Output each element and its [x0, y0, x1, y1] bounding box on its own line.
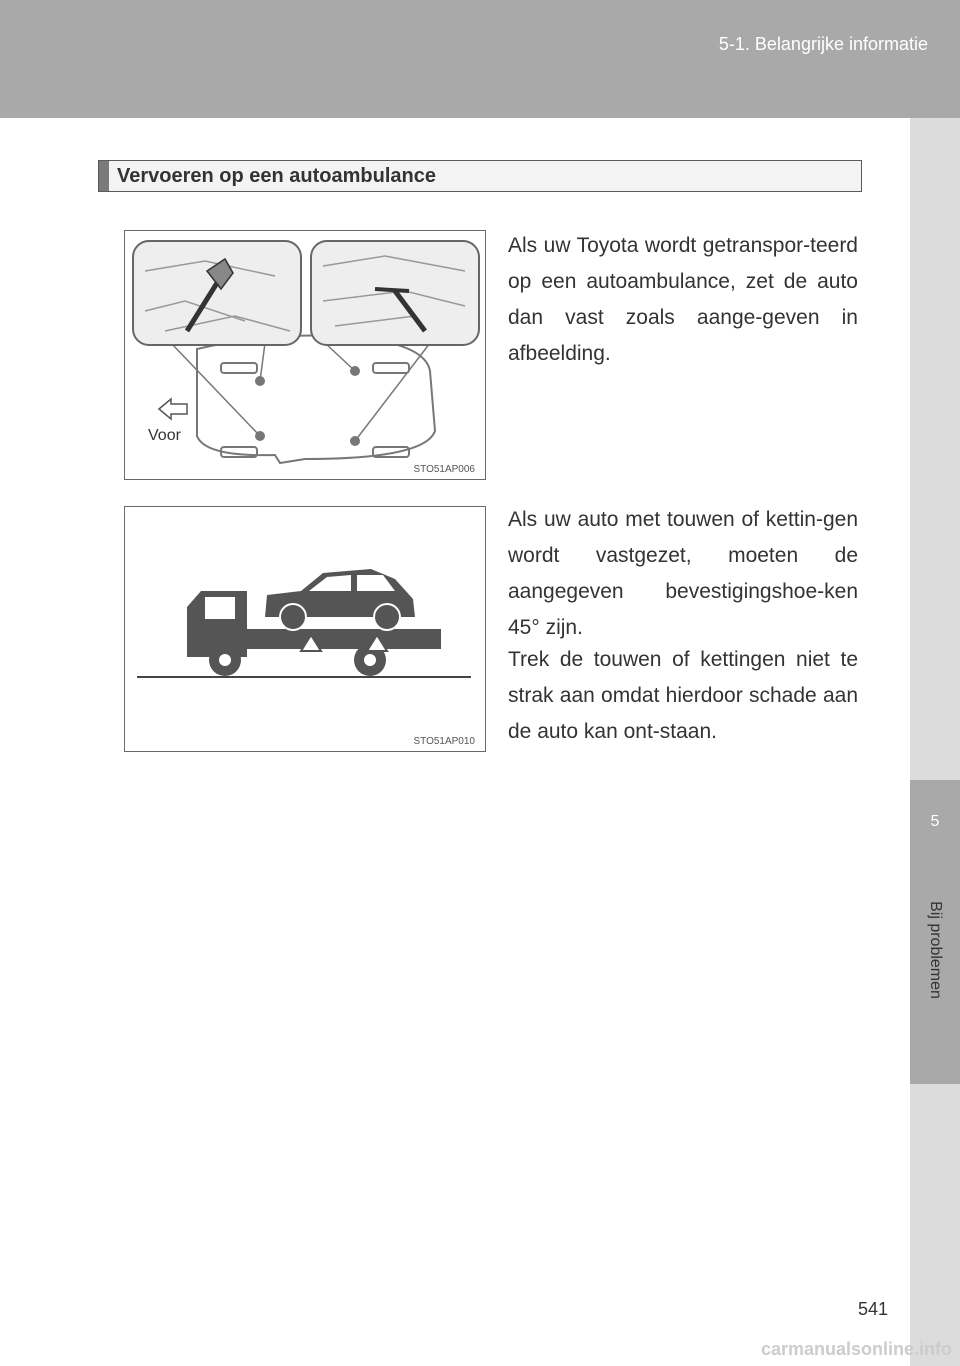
tie-down-point	[255, 376, 265, 386]
paragraph-warning: Trek de touwen of kettingen niet te strak aan omdat hierdoor schade aan de auto kan ont-staan.	[508, 648, 858, 743]
paragraph-transport: Als uw Toyota wordt getranspor-teerd op een autoambulance, zet de auto dan vast zoals aange-geven in afbeelding.	[508, 234, 858, 365]
forward-arrow-icon	[159, 399, 187, 419]
truck-window	[205, 597, 235, 619]
car-wheel	[280, 604, 306, 630]
callout-line	[171, 343, 260, 436]
figure-code: STO51AP006	[413, 464, 475, 475]
tie-down-point	[255, 431, 265, 441]
car-transporter-illustration	[125, 507, 485, 751]
chapter-number: 5	[930, 813, 940, 830]
chapter-title: Bij problemen	[927, 901, 944, 999]
header-band	[0, 0, 960, 118]
callout-line	[355, 343, 430, 441]
callout-line	[260, 343, 265, 381]
figure-car-transporter	[124, 506, 486, 752]
tie-down-point	[350, 366, 360, 376]
detail-inset-front	[133, 241, 301, 345]
flatbed	[247, 629, 441, 649]
car-wheel	[374, 604, 400, 630]
section-heading	[98, 160, 862, 192]
page-number: 541	[858, 1299, 889, 1319]
figure-code: STO51AP010	[413, 736, 475, 747]
figure-tie-down-points	[124, 230, 486, 480]
section-heading-bar	[99, 161, 109, 191]
section-heading-text: Vervoeren op een autoambulance	[117, 165, 436, 187]
wheel-hub	[364, 654, 376, 666]
front-slot-left	[221, 363, 257, 373]
paragraph-hooks: Als uw auto met touwen of kettin-gen wordt vastgezet, moeten de aangegeven bevestigingshoe-ken 45° zijn.	[508, 508, 858, 639]
side-tab	[910, 118, 960, 1366]
direction-label: Voor	[148, 427, 181, 444]
header-section-title: 5-1. Belangrijke informatie	[718, 34, 928, 54]
car-outline	[197, 336, 435, 464]
tie-down-point	[350, 436, 360, 446]
hook-icon	[375, 289, 409, 291]
watermark: carmanualsonline.info	[760, 1339, 952, 1359]
rear-slot-left	[373, 363, 409, 373]
callout-line	[325, 343, 355, 371]
wheel-hub	[219, 654, 231, 666]
